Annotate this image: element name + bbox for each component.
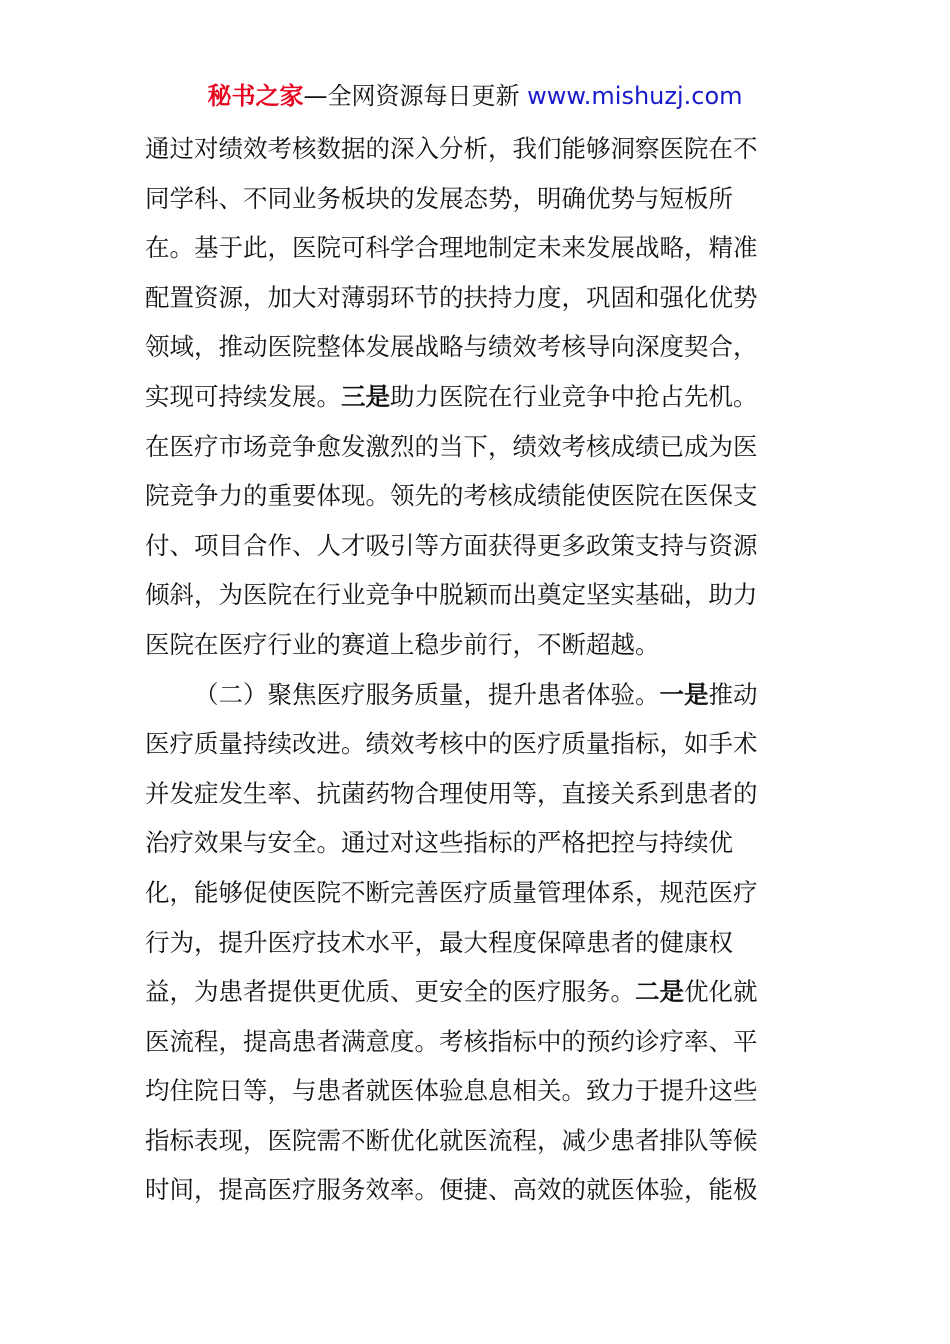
text-line — [145, 570, 810, 620]
text-line — [145, 223, 810, 273]
text-run: 化，能够促使医院不断完善医疗质量管理体系，规范医疗 — [145, 877, 758, 907]
text-line — [145, 322, 810, 372]
text-run: 治疗效果与安全。通过对这些指标的严格把控与持续优 — [145, 828, 733, 858]
text-run: （二）聚焦医疗服务质量，提升患者体验。 — [194, 679, 660, 709]
text-run: 优化就 — [684, 977, 758, 1007]
brand-name: 秘书之家 — [207, 82, 304, 110]
text-line — [145, 967, 810, 1017]
text-line — [145, 124, 810, 174]
text-line — [145, 719, 810, 769]
text-run: 倾斜，为医院在行业竞争中脱颖而出奠定坚实基础，助力 — [145, 580, 758, 610]
text-run: 益，为患者提供更优质、更安全的医疗服务。 — [145, 977, 635, 1007]
text-run: 医疗质量持续改进。绩效考核中的医疗质量指标，如手术 — [145, 729, 758, 759]
text-run: 并发症发生率、抗菌药物合理使用等，直接关系到患者的 — [145, 778, 758, 808]
text-run: 院竞争力的重要体现。领先的考核成绩能使医院在医保支 — [145, 481, 758, 511]
text-line — [145, 769, 810, 819]
text-run: 推动 — [708, 679, 758, 709]
text-run: 均住院日等，与患者就医体验息息相关。致力于提升这些 — [145, 1076, 758, 1106]
bold-phrase: 二是 — [635, 977, 684, 1007]
text-line — [145, 1017, 810, 1067]
text-line — [145, 620, 810, 670]
text-line — [145, 1165, 810, 1215]
text-line — [145, 471, 810, 521]
text-run: 付、项目合作、人才吸引等方面获得更多政策支持与资源 — [145, 530, 758, 560]
text-line — [145, 273, 810, 323]
text-run: 通过对绩效考核数据的深入分析，我们能够洞察医院在不 — [145, 134, 758, 163]
text-run: 行为，提升医疗技术水平，最大程度保障患者的健康权 — [145, 927, 733, 957]
bold-phrase: 一是 — [659, 679, 709, 709]
text-run: 医院在医疗行业的赛道上稳步前行，不断超越。 — [145, 629, 660, 659]
page-header — [0, 80, 950, 112]
document-body — [145, 124, 810, 1215]
text-line — [145, 1066, 810, 1116]
text-run: 指标表现，医院需不断优化就医流程，减少患者排队等候 — [145, 1125, 758, 1155]
text-run: 医流程，提高患者满意度。考核指标中的预约诊疗率、平 — [145, 1026, 758, 1056]
text-line — [145, 918, 810, 968]
text-line — [145, 174, 810, 224]
text-line — [145, 818, 810, 868]
header-tagline: —全网资源每日更新 — [303, 82, 528, 110]
text-run: 同学科、不同业务板块的发展态势，明确优势与短板所 — [145, 183, 733, 213]
text-line — [145, 1116, 810, 1166]
text-line — [145, 868, 810, 918]
text-line — [145, 372, 810, 422]
text-run: 助力医院在行业竞争中抢占先机。 — [390, 381, 758, 411]
text-line — [145, 422, 810, 472]
text-run: 在医疗市场竞争愈发激烈的当下，绩效考核成绩已成为医 — [145, 431, 758, 461]
text-run: 实现可持续发展。 — [145, 381, 341, 411]
text-line — [145, 670, 810, 720]
site-link[interactable]: www.mishuzj.com — [527, 82, 743, 110]
text-run: 在。基于此，医院可科学合理地制定未来发展战略，精准 — [145, 233, 758, 263]
bold-phrase: 三是 — [341, 381, 390, 411]
text-run: 配置资源，加大对薄弱环节的扶持力度，巩固和强化优势 — [145, 282, 758, 312]
text-run: 时间，提高医疗服务效率。便捷、高效的就医体验，能极 — [145, 1175, 758, 1205]
text-line — [145, 521, 810, 571]
text-run: 领域，推动医院整体发展战略与绩效考核导向深度契合， — [145, 332, 758, 362]
